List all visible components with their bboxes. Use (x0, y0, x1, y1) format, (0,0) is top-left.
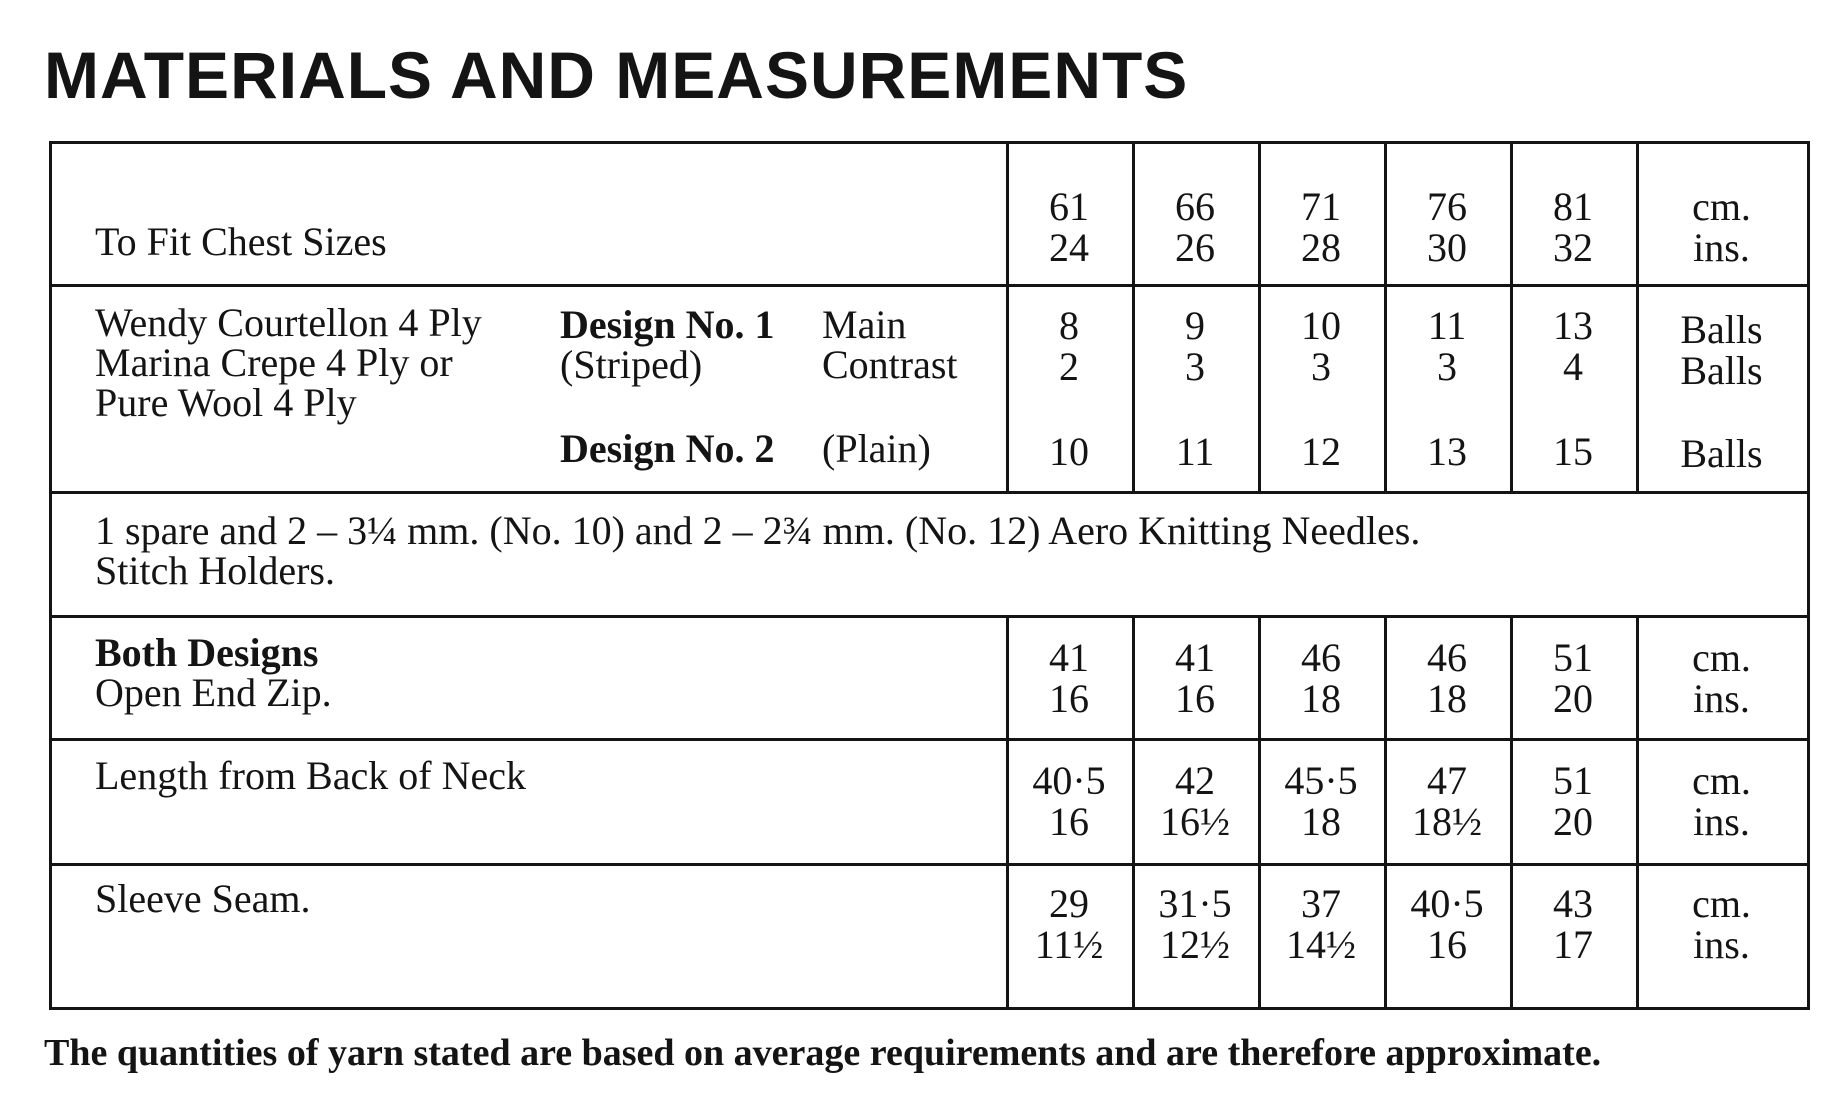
main-balls-value: 10 (1301, 303, 1341, 348)
zip-ins-value: 20 (1553, 676, 1593, 721)
zip-cm-value: 51 (1553, 635, 1593, 680)
chest-ins-value: 24 (1049, 225, 1089, 270)
length-ins-value: 20 (1553, 799, 1593, 844)
sleeve-ins-value: 17 (1553, 922, 1593, 967)
design-2-label: Design No. 2 (560, 426, 775, 471)
plain-balls-value: 10 (1049, 429, 1089, 474)
length-ins-value: 16 (1049, 799, 1089, 844)
main-balls-value: 9 (1185, 303, 1205, 348)
zip-ins-value: 18 (1301, 676, 1341, 721)
balls-unit: Balls (1680, 348, 1763, 393)
chest-ins-value: 28 (1301, 225, 1341, 270)
plain-balls-value: 15 (1553, 429, 1593, 474)
length-cm-value: 45·5 (1284, 758, 1358, 803)
yarn-line-1: Wendy Courtellon 4 Ply (95, 300, 482, 345)
chest-cm-value: 76 (1427, 184, 1467, 229)
length-cm-value: 42 (1175, 758, 1215, 803)
row-divider (51, 284, 1808, 287)
chest-cm-value: 61 (1049, 184, 1089, 229)
chest-ins-value: 26 (1175, 225, 1215, 270)
sleeve-ins-value: 11½ (1034, 922, 1104, 967)
zip-ins-value: 16 (1175, 676, 1215, 721)
sleeve-cm-value: 43 (1553, 881, 1593, 926)
contrast-balls-value: 3 (1437, 344, 1457, 389)
zip-unit-ins: ins. (1693, 676, 1750, 721)
sleeve-ins-value: 14½ (1286, 922, 1356, 967)
needles-line-1: 1 spare and 2 – 3¼ mm. (No. 10) and 2 – 2¾ mm. (No. 12) Aero Knitting Needles. (95, 508, 1421, 553)
chest-unit-ins: ins. (1693, 225, 1750, 270)
chest-unit-cm: cm. (1692, 184, 1751, 229)
plain-balls-value: 12 (1301, 429, 1341, 474)
chest-ins-value: 32 (1553, 225, 1593, 270)
chest-cm-value: 71 (1301, 184, 1341, 229)
zip-unit-cm: cm. (1692, 635, 1751, 680)
zip-cm-value: 46 (1301, 635, 1341, 680)
contrast-label: Contrast (822, 342, 958, 387)
zip-label: Open End Zip. (95, 670, 332, 715)
zip-cm-value: 41 (1049, 635, 1089, 680)
zip-ins-value: 18 (1427, 676, 1467, 721)
design-1-label: Design No. 1 (560, 302, 775, 347)
both-designs-heading: Both Designs (95, 630, 319, 675)
length-cm-value: 40·5 (1032, 758, 1106, 803)
plain-balls-value: 13 (1427, 429, 1467, 474)
sleeve-ins-value: 12½ (1160, 922, 1230, 967)
row-divider (51, 863, 1808, 866)
length-unit-cm: cm. (1692, 758, 1751, 803)
length-cm-value: 51 (1553, 758, 1593, 803)
sleeve-ins-value: 16 (1427, 922, 1467, 967)
sleeve-cm-value: 40·5 (1410, 881, 1484, 926)
balls-unit: Balls (1680, 307, 1763, 352)
row-divider (51, 738, 1808, 741)
plain-balls-value: 11 (1175, 429, 1215, 474)
zip-cm-value: 46 (1427, 635, 1467, 680)
contrast-balls-value: 2 (1059, 344, 1079, 389)
design-1-note: (Striped) (560, 342, 703, 387)
sleeve-label: Sleeve Seam. (95, 876, 311, 921)
main-balls-value: 8 (1059, 303, 1079, 348)
sleeve-cm-value: 29 (1049, 881, 1089, 926)
row-divider (51, 491, 1808, 494)
main-balls-value: 11 (1427, 303, 1467, 348)
zip-cm-value: 41 (1175, 635, 1215, 680)
main-balls-value: 13 (1553, 303, 1593, 348)
sleeve-cm-value: 31·5 (1158, 881, 1232, 926)
yarn-line-2: Marina Crepe 4 Ply or (95, 340, 453, 385)
yarn-line-3: Pure Wool 4 Ply (95, 380, 357, 425)
chest-ins-value: 30 (1427, 225, 1467, 270)
chest-label: To Fit Chest Sizes (95, 219, 387, 264)
balls-unit: Balls (1680, 431, 1763, 476)
needles-line-2: Stitch Holders. (95, 548, 335, 593)
design-2-note: (Plain) (822, 426, 931, 471)
chest-cm-value: 66 (1175, 184, 1215, 229)
chest-cm-value: 81 (1553, 184, 1593, 229)
contrast-balls-value: 3 (1185, 344, 1205, 389)
sleeve-unit-ins: ins. (1693, 922, 1750, 967)
sleeve-unit-cm: cm. (1692, 881, 1751, 926)
zip-ins-value: 16 (1049, 676, 1089, 721)
length-cm-value: 47 (1427, 758, 1467, 803)
length-label: Length from Back of Neck (95, 753, 526, 798)
footer-note: The quantities of yarn stated are based on average requirements and are therefore approximate. (44, 1032, 1602, 1074)
sleeve-cm-value: 37 (1301, 881, 1341, 926)
page-title: MATERIALS AND MEASUREMENTS (44, 38, 1189, 112)
length-ins-value: 18½ (1412, 799, 1482, 844)
row-divider (51, 615, 1808, 618)
length-ins-value: 18 (1301, 799, 1341, 844)
length-ins-value: 16½ (1160, 799, 1230, 844)
contrast-balls-value: 4 (1563, 344, 1583, 389)
length-unit-ins: ins. (1693, 799, 1750, 844)
contrast-balls-value: 3 (1311, 344, 1331, 389)
main-label: Main (822, 302, 907, 347)
